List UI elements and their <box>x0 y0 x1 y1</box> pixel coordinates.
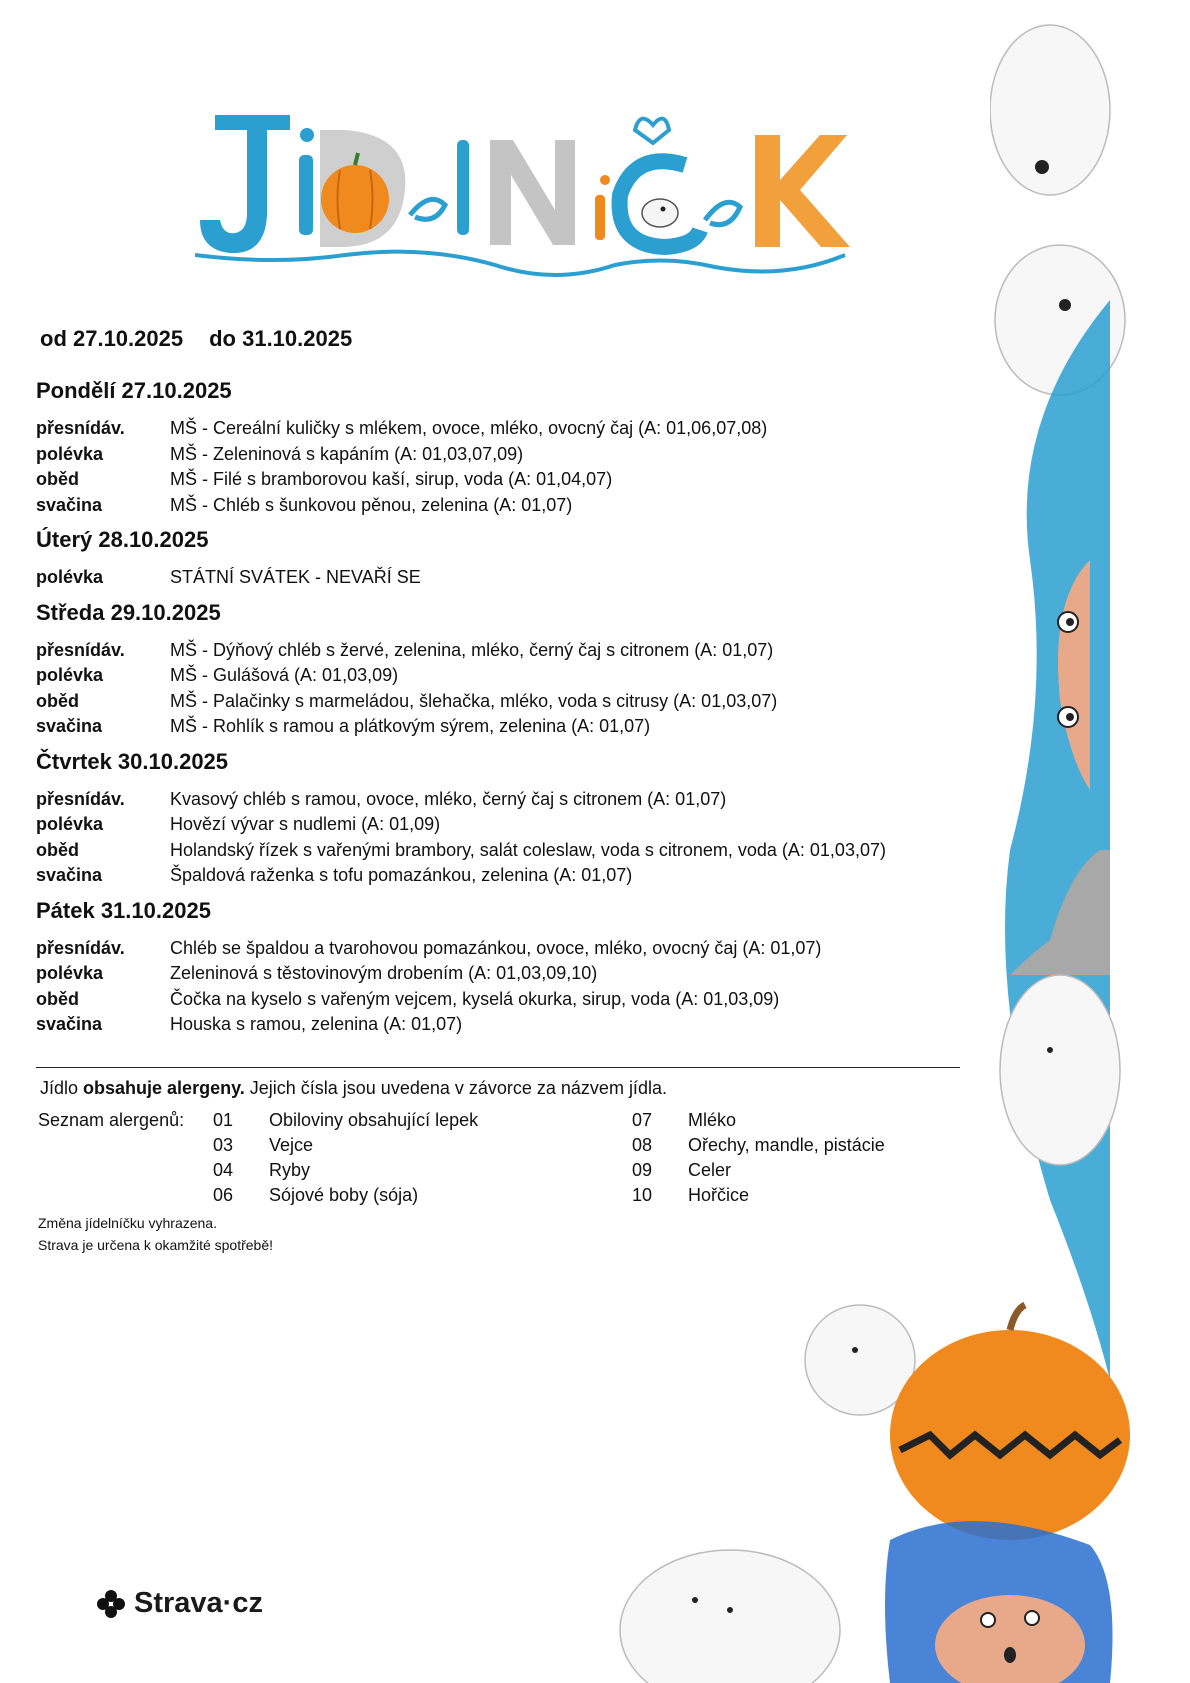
meal-row <box>36 565 996 591</box>
meal-text: MŠ - Rohlík s ramou a plátkovým sýrem, zelenina (A: 01,07) <box>170 716 651 736</box>
meal-text: MŠ - Gulášová (A: 01,03,09) <box>170 665 399 685</box>
allergen-number: 07 <box>632 1110 653 1130</box>
meal-row <box>36 863 996 889</box>
meal-label: přesnídáv. <box>36 937 125 958</box>
meal-row <box>36 1012 996 1038</box>
meal-text: MŠ - Dýňový chléb s žervé, zelenina, mléko, černý čaj s citronem (A: 01,07) <box>170 639 774 660</box>
allergen-name: Celer <box>688 1160 732 1180</box>
meal-label: polévka <box>36 814 104 834</box>
allergen-column-1 <box>213 1108 478 1208</box>
meal-row <box>36 787 996 813</box>
note-pre: Jídlo <box>40 1078 84 1098</box>
footer-note: Změna jídelníčku vyhrazena. <box>38 1215 217 1231</box>
meal-label: přesnídáv. <box>36 418 125 438</box>
allergen-number: 09 <box>632 1160 653 1180</box>
meal-label: polévka <box>36 963 104 983</box>
date-to: do 31.10.2025 <box>209 326 353 351</box>
meal-label: svačina <box>36 716 103 736</box>
meal-row <box>36 987 996 1013</box>
meal-label: svačina <box>36 1014 103 1034</box>
divider <box>36 1067 960 1068</box>
meal-label: svačina <box>36 494 103 515</box>
day-title: Úterý 28.10.2025 <box>36 527 209 552</box>
meal-text: Čočka na kyselo s vařeným vejcem, kyselá okurka, sirup, voda (A: 01,03,09) <box>170 988 780 1009</box>
meal-row <box>36 689 996 715</box>
meal-text: Hovězí vývar s nudlemi (A: 01,09) <box>170 814 441 834</box>
meal-text: STÁTNÍ SVÁTEK - NEVAŘÍ SE <box>170 567 421 587</box>
meal-row <box>36 936 996 962</box>
strava-logo <box>96 1587 263 1620</box>
allergen-name: Ryby <box>269 1160 311 1180</box>
day-thursday <box>36 749 996 889</box>
meal-text: Chléb se špaldou a tvarohovou pomazánkou, ovoce, mléko, ovocný čaj (A: 01,07) <box>170 937 822 958</box>
meal-row <box>36 442 996 468</box>
allergen-item <box>632 1108 885 1133</box>
meal-text: Holandský řízek s vařenými brambory, salát coleslaw, voda s citronem, voda (A: 01,03,07) <box>170 839 886 860</box>
note-bold: obsahuje alergeny. <box>83 1078 245 1098</box>
logo-text: Strava·cz <box>134 1587 263 1619</box>
allergen-name: Vejce <box>269 1135 314 1155</box>
day-tuesday <box>36 527 996 591</box>
meal-label: přesnídáv. <box>36 788 125 809</box>
allergen-item <box>213 1133 478 1158</box>
pumpkin-ghost-illustration <box>470 1300 1190 1683</box>
allergen-column-2 <box>632 1108 885 1208</box>
meal-label: oběd <box>36 469 79 489</box>
day-title: Pátek 31.10.2025 <box>36 897 211 923</box>
clover-icon <box>96 1589 126 1619</box>
meal-row <box>36 638 996 664</box>
allergen-item <box>213 1158 478 1183</box>
allergen-number: 06 <box>213 1185 234 1205</box>
allergen-name: Mléko <box>688 1110 737 1130</box>
meal-row <box>36 493 996 519</box>
meal-label: oběd <box>36 988 79 1009</box>
allergen-item <box>632 1133 885 1158</box>
date-from: od 27.10.2025 <box>40 326 184 351</box>
allergen-number: 01 <box>213 1110 234 1130</box>
jidelnicek-title-art <box>195 95 915 295</box>
meal-text: MŠ - Filé s bramborovou kaší, sirup, voda (A: 01,04,07) <box>170 469 613 489</box>
meal-text: Špaldová raženka s tofu pomazánkou, zelenina (A: 01,07) <box>170 865 633 885</box>
day-title: Čtvrtek 30.10.2025 <box>36 748 229 774</box>
meal-label: svačina <box>36 865 103 885</box>
allergen-number: 03 <box>213 1135 234 1155</box>
weekly-menu <box>36 378 996 1047</box>
allergen-name: Sójové boby (sója) <box>269 1185 419 1205</box>
allergen-note <box>40 1078 667 1099</box>
day-friday <box>36 898 996 1038</box>
meal-text: MŠ - Palačinky s marmeládou, šlehačka, mléko, voda s citrusy (A: 01,03,07) <box>170 690 778 711</box>
meal-text: MŠ - Chléb s šunkovou pěnou, zelenina (A: 01,07) <box>170 494 573 515</box>
meal-label: polévka <box>36 443 104 464</box>
allergen-name: Hořčice <box>688 1185 750 1205</box>
footer-notes <box>38 1212 273 1256</box>
allergen-number: 08 <box>632 1135 653 1155</box>
meal-text: Kvasový chléb s ramou, ovoce, mléko, černý čaj s citronem (A: 01,07) <box>170 788 727 809</box>
meal-row <box>36 714 996 740</box>
day-wednesday <box>36 600 996 740</box>
day-title: Středa 29.10.2025 <box>36 599 221 625</box>
allergen-list-label: Seznam alergenů: <box>38 1110 185 1130</box>
allergen-name: Ořechy, mandle, pistácie <box>688 1135 885 1155</box>
meal-row <box>36 812 996 838</box>
allergen-name: Obiloviny obsahující lepek <box>269 1110 479 1130</box>
allergen-item <box>213 1108 478 1133</box>
allergen-item <box>213 1183 478 1208</box>
meal-label: polévka <box>36 567 104 587</box>
meal-text: MŠ - Cereální kuličky s mlékem, ovoce, mléko, ovocný čaj (A: 01,06,07,08) <box>170 418 768 438</box>
day-monday <box>36 378 996 518</box>
note-post: Jejich čísla jsou uvedena v závorce za názvem jídla. <box>244 1078 667 1098</box>
meal-label: oběd <box>36 690 79 711</box>
meal-row <box>36 467 996 493</box>
meal-text: MŠ - Zeleninová s kapáním (A: 01,03,07,09) <box>170 443 524 464</box>
day-title: Pondělí 27.10.2025 <box>36 378 232 403</box>
meal-text: Zeleninová s těstovinovým drobením (A: 01,03,09,10) <box>170 963 598 983</box>
meal-label: oběd <box>36 839 79 860</box>
allergen-number: 10 <box>632 1185 653 1205</box>
allergen-item <box>632 1183 885 1208</box>
meal-label: polévka <box>36 665 104 685</box>
meal-row <box>36 961 996 987</box>
meal-text: Houska s ramou, zelenina (A: 01,07) <box>170 1014 463 1034</box>
meal-row <box>36 416 996 442</box>
meal-row <box>36 838 996 864</box>
date-range <box>40 326 352 352</box>
meal-label: přesnídáv. <box>36 639 125 660</box>
footer-note: Strava je určena k okamžité spotřebě! <box>38 1237 274 1253</box>
allergen-item <box>632 1158 885 1183</box>
allergen-number: 04 <box>213 1160 234 1180</box>
meal-row <box>36 663 996 689</box>
